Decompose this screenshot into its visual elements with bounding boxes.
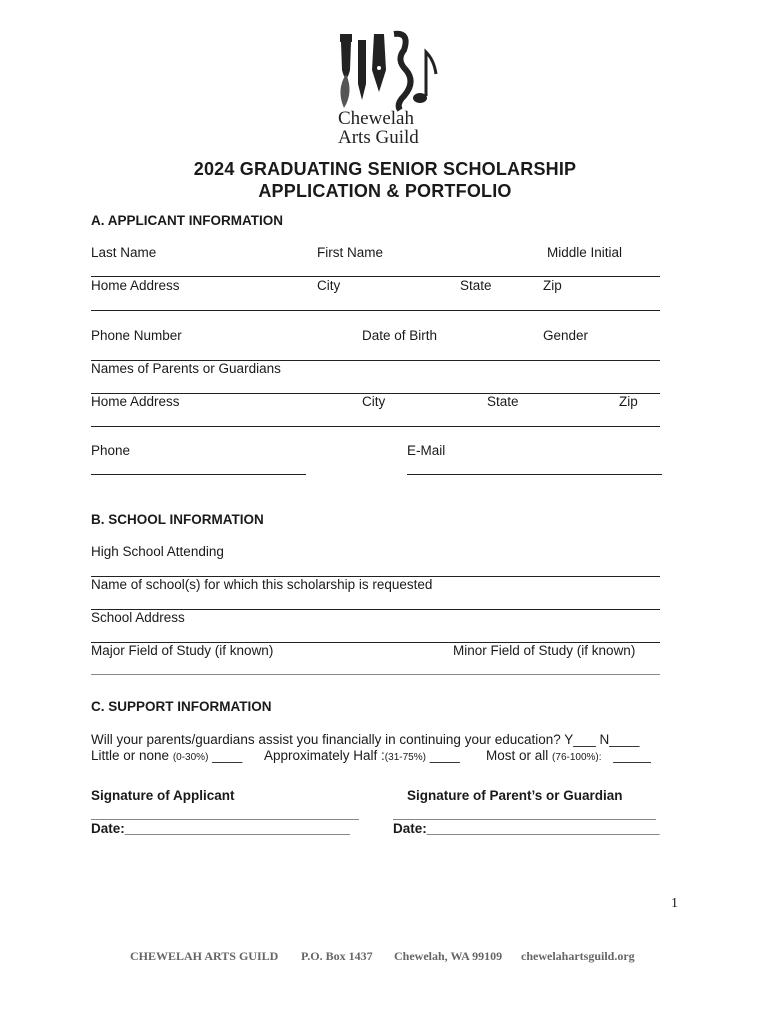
form-title-line-2: APPLICATION & PORTFOLIO	[258, 181, 512, 201]
most-option	[486, 748, 651, 763]
half-option	[264, 748, 460, 763]
email-line[interactable]	[407, 474, 662, 475]
minor-label: Minor Field of Study (if known)	[453, 643, 636, 658]
state-2-label: State	[487, 394, 519, 409]
form-title-line-1: 2024 GRADUATING SENIOR SCHOLARSHIP	[193, 159, 577, 179]
phone-number-label: Phone Number	[91, 328, 182, 343]
zip-label: Zip	[543, 278, 562, 293]
little-label: Little or none	[91, 748, 170, 763]
logo	[330, 30, 440, 148]
home-address-line[interactable]	[91, 310, 660, 311]
last-name-label: Last Name	[91, 245, 157, 260]
most-percent: (76-100%):	[552, 752, 602, 763]
date-of-birth-label: Date of Birth	[362, 328, 438, 343]
applicant-signature-line[interactable]	[91, 819, 359, 820]
section-a-heading: A. APPLICANT INFORMATION	[91, 213, 283, 228]
home-address-label: Home Address	[91, 278, 180, 293]
zip-2-label: Zip	[619, 394, 638, 409]
footer-org: CHEWELAH ARTS GUILD	[130, 949, 279, 963]
school-names-label: Name of school(s) for which this scholarship is requested	[91, 577, 433, 592]
little-option	[91, 748, 242, 763]
home-address-2-label: Home Address	[91, 394, 180, 409]
major-label: Major Field of Study (if known)	[91, 643, 274, 658]
most-blank[interactable]: _____	[613, 748, 651, 763]
phone-label: Phone	[91, 443, 131, 458]
study-line[interactable]	[91, 674, 660, 675]
name-line[interactable]	[91, 276, 660, 277]
school-address-label: School Address	[91, 610, 185, 625]
parent-signature-line[interactable]	[393, 819, 656, 820]
footer-city: Chewelah, WA 99109	[394, 949, 503, 963]
arts-guild-logo-icon	[330, 30, 440, 112]
first-name-label: First Name	[317, 245, 384, 260]
high-school-label: High School Attending	[91, 544, 224, 559]
gender-label: Gender	[543, 328, 589, 343]
phone-line[interactable]	[91, 474, 306, 475]
half-label: Approximately Half :	[264, 748, 385, 763]
section-b-heading: B. SCHOOL INFORMATION	[91, 512, 264, 527]
financial-question: Will your parents/guardians assist you financially in continuing your education? Y___ N____	[91, 732, 640, 747]
applicant-date[interactable]: Date:______________________________	[91, 821, 350, 836]
parent-signature-label: Signature of Parent’s or Guardian	[407, 788, 623, 803]
middle-initial-label: Middle Initial	[547, 245, 623, 260]
little-blank[interactable]: ____	[212, 748, 243, 763]
parents-label: Names of Parents or Guardians	[91, 361, 281, 376]
half-percent: (31-75%)	[384, 752, 426, 763]
little-percent: (0-30%)	[172, 752, 209, 763]
most-label: Most or all	[486, 748, 549, 763]
applicant-signature-label: Signature of Applicant	[91, 788, 235, 803]
parent-address-line[interactable]	[91, 426, 660, 427]
state-label: State	[460, 278, 492, 293]
footer-website[interactable]: chewelahartsguild.org	[521, 949, 635, 963]
half-blank[interactable]: ____	[429, 748, 460, 763]
footer-po-box: P.O. Box 1437	[301, 949, 373, 963]
city-2-label: City	[362, 394, 386, 409]
email-label: E-Mail	[407, 443, 446, 458]
logo-line-2: Arts Guild	[338, 127, 419, 148]
page-number: 1	[671, 896, 678, 911]
city-label: City	[317, 278, 341, 293]
parent-date[interactable]: Date:_______________________________	[393, 821, 660, 836]
logo-line-1: Chewelah	[338, 108, 414, 129]
section-c-heading: C. SUPPORT INFORMATION	[91, 699, 272, 714]
